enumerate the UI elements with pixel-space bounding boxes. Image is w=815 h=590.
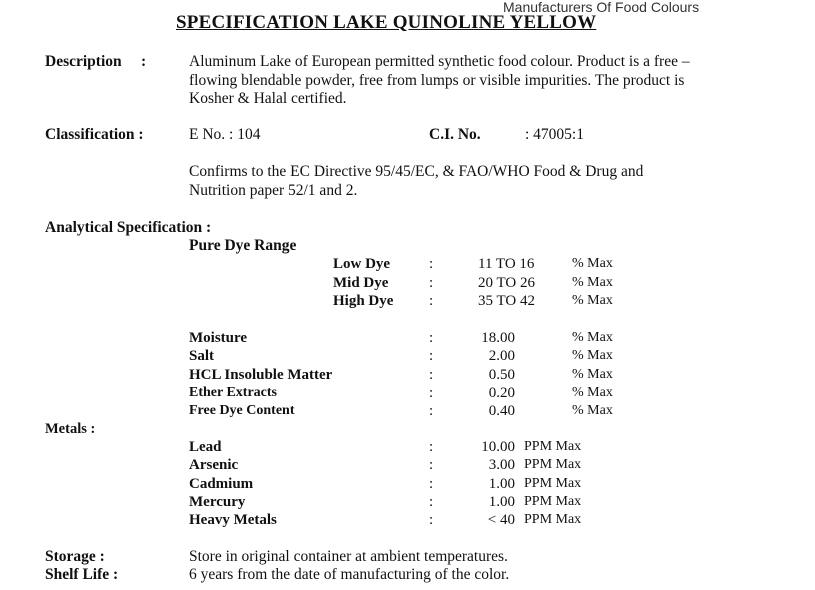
metal-name: Arsenic	[189, 457, 239, 473]
metal-unit: PPM Max	[524, 439, 582, 454]
property-name: Free Dye Content	[189, 403, 295, 418]
description-line: Aluminum Lake of European permitted synthetic food colour. Product is a free –	[189, 53, 690, 70]
metal-value: 3.00	[488, 457, 515, 473]
property-value: 18.00	[481, 330, 515, 346]
metal-row	[0, 438, 815, 457]
property-row	[0, 402, 815, 421]
description-colon: :	[141, 53, 147, 70]
property-row	[0, 384, 815, 403]
directive-text	[189, 163, 749, 200]
directive-line: Nutrition paper 52/1 and 2.	[189, 181, 358, 199]
metal-value: 1.00	[488, 494, 515, 510]
colon: :	[429, 475, 434, 492]
dye-range-value: 20 TO 26	[478, 274, 535, 291]
metal-row	[0, 493, 815, 512]
metal-unit: PPM Max	[524, 512, 582, 527]
metal-unit: PPM Max	[524, 457, 582, 472]
pure-dye-range-label: Pure Dye Range	[189, 237, 297, 254]
description-line: flowing blendable powder, free from lumps or visible impurities. The product is	[189, 71, 685, 89]
property-value: 0.40	[488, 403, 515, 419]
property-name: Moisture	[189, 330, 248, 346]
dye-range-value: 11 TO 16	[478, 256, 535, 272]
analytical-spec-label: Analytical Specification :	[45, 219, 212, 236]
metals-label: Metals :	[45, 421, 96, 437]
directive-line: Confirms to the EC Directive 95/45/EC, & FAO/WHO Food & Drug and	[189, 163, 644, 180]
property-unit: % Max	[572, 330, 613, 345]
e-number: E No. : 104	[189, 126, 261, 143]
storage-label: Storage :	[45, 548, 105, 565]
ci-number-label: C.I. No.	[429, 126, 481, 143]
description-label: Description	[45, 53, 122, 70]
metal-unit: PPM Max	[524, 494, 582, 509]
dye-range-unit: % Max	[572, 293, 613, 308]
colon: :	[429, 457, 434, 473]
dye-range-row	[0, 255, 815, 274]
property-row	[0, 366, 815, 385]
dye-range-name: High Dye	[333, 293, 394, 309]
dye-range-row	[0, 292, 815, 311]
colon: :	[429, 512, 434, 528]
metal-name: Cadmium	[189, 475, 254, 492]
ci-number-value: : 47005:1	[525, 126, 584, 143]
metal-unit: PPM Max	[524, 475, 582, 491]
metal-row	[0, 456, 815, 475]
colon: :	[429, 274, 434, 291]
document-title: SPECIFICATION LAKE QUINOLINE YELLOW	[176, 12, 597, 33]
shelf-life-value: 6 years from the date of manufacturing of the color.	[189, 566, 510, 583]
company-tagline: Manufacturers Of Food Colours	[503, 0, 700, 15]
dye-range-name: Low Dye	[333, 256, 391, 272]
dye-range-unit: % Max	[572, 274, 613, 290]
metal-row	[0, 475, 815, 494]
property-value: 0.20	[488, 385, 515, 401]
colon: :	[429, 293, 434, 309]
shelf-life-label: Shelf Life :	[45, 566, 119, 583]
property-unit: % Max	[572, 348, 613, 363]
metal-row	[0, 511, 815, 530]
colon: :	[429, 385, 434, 401]
colon: :	[429, 403, 434, 419]
property-value: 2.00	[488, 348, 515, 364]
colon: :	[429, 348, 434, 364]
property-row	[0, 329, 815, 348]
colon: :	[429, 439, 434, 455]
dye-range-unit: % Max	[572, 256, 613, 271]
property-row	[0, 347, 815, 366]
metal-value: < 40	[487, 512, 515, 528]
property-unit: % Max	[572, 367, 613, 382]
dye-range-name: Mid Dye	[333, 274, 389, 291]
colon: :	[429, 256, 434, 272]
metal-name: Lead	[189, 439, 222, 455]
metal-value: 1.00	[488, 475, 515, 492]
metal-name: Heavy Metals	[189, 512, 277, 528]
property-name: Salt	[189, 348, 215, 364]
property-name: HCL Insoluble Matter	[189, 367, 333, 383]
metal-name: Mercury	[189, 494, 246, 510]
colon: :	[429, 494, 434, 510]
dye-range-row	[0, 274, 815, 293]
property-value: 0.50	[488, 367, 515, 383]
description-text	[189, 53, 749, 109]
metal-value: 10.00	[481, 439, 515, 455]
storage-value: Store in original container at ambient temperatures.	[189, 548, 508, 565]
description-line: Kosher & Halal certified.	[189, 90, 347, 107]
property-name: Ether Extracts	[189, 385, 277, 400]
dye-range-value: 35 TO 42	[478, 293, 535, 309]
colon: :	[429, 330, 434, 346]
classification-label: Classification :	[45, 126, 144, 143]
property-unit: % Max	[572, 403, 613, 418]
property-unit: % Max	[572, 385, 613, 400]
colon: :	[429, 367, 434, 383]
